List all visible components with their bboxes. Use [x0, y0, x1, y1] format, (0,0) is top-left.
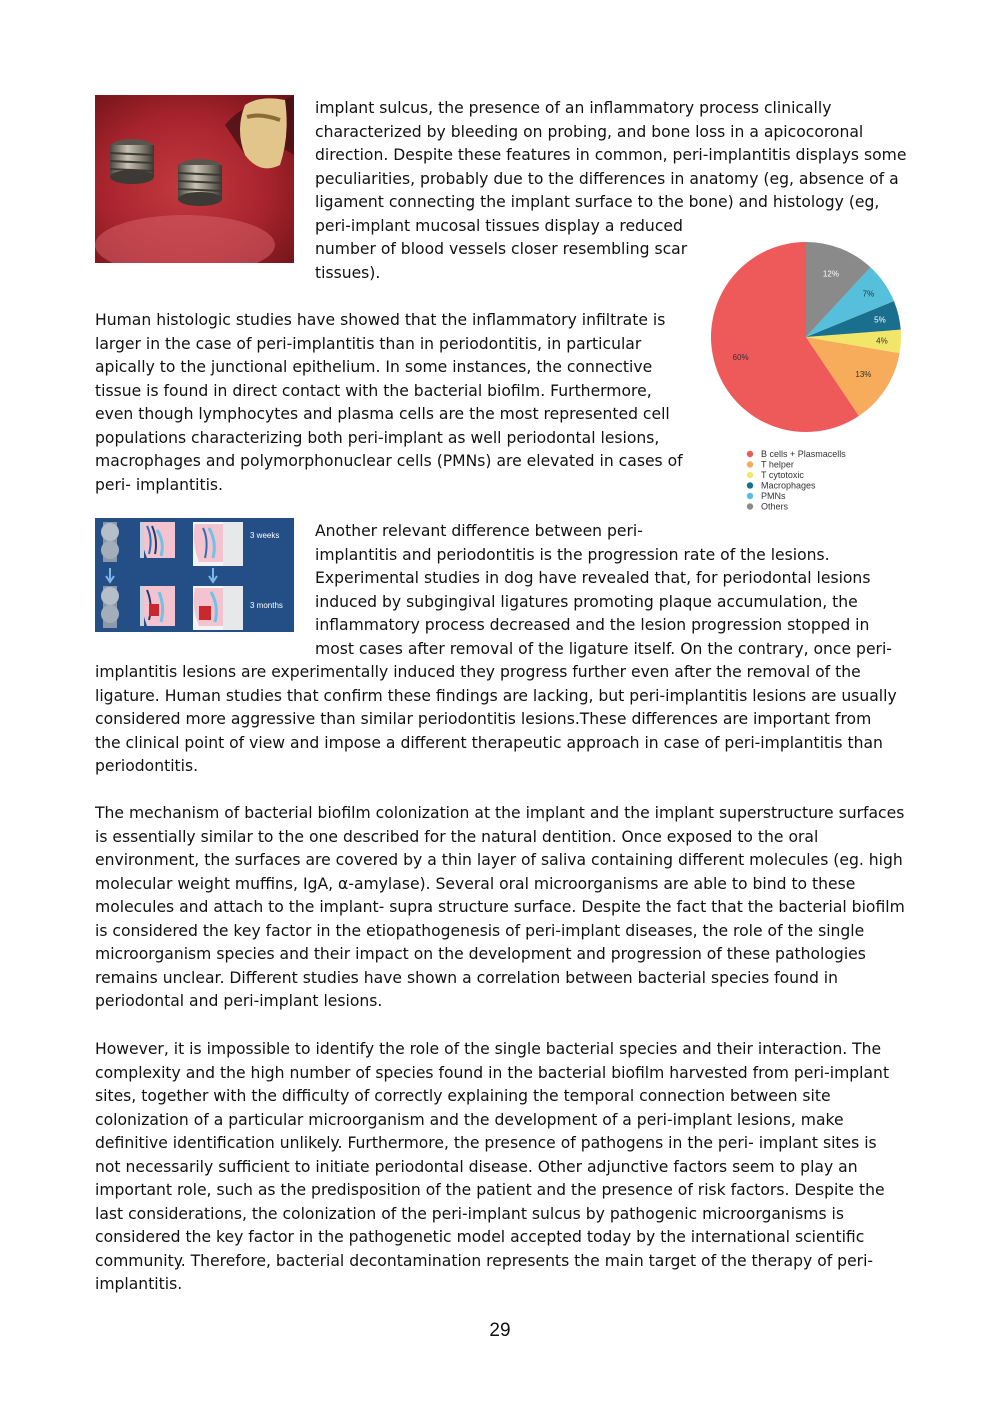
legend-swatch [747, 482, 753, 488]
legend-label-b-cells-plasmacells: B cells + Plasmacells [761, 449, 846, 459]
legend-swatch [747, 461, 753, 467]
cell-population-pie-chart [705, 240, 910, 520]
text-line: peri- implantitis. [95, 475, 223, 494]
legend-label-t-helper: T helper [761, 459, 794, 470]
text-line: peculiarities, probably due to the differences in anatomy (eg, absence of a [315, 169, 899, 188]
implant-photo [95, 95, 294, 263]
legend-label-macrophages: Macrophages [761, 480, 816, 491]
text-line: considered more aggressive than similar periodontitis lesions.These differences are important from [95, 710, 872, 728]
text-line: larger in the case of peri-implantitis than in periodontitis, in particular [95, 334, 642, 353]
text-line: macrophages and polymorphonuclear cells (PMNs) are elevated in cases of [95, 452, 683, 470]
text-line: Human histologic studies have showed that the inflammatory infiltrate is [95, 311, 666, 329]
text-line: implantitis and periodontitis is the progression rate of the lesions. [315, 545, 830, 564]
pie-value-label: 4% [876, 336, 888, 346]
text-line: ligature. Human studies that confirm these findings are lacking, but peri-implantitis lesions are usually [95, 686, 897, 705]
text-line: induced by subgingival ligatures promoting plaque accumulation, the [315, 592, 858, 611]
legend-label-others: Others [761, 501, 789, 512]
text-line: periodontitis. [95, 757, 199, 775]
text-line: implantitis lesions are experimentally induced they progress further even after the removal of the [95, 663, 861, 681]
text-line: Experimental studies in dog have revealed that, for periodontal lesions [315, 569, 871, 587]
diagram-label-3-weeks: 3 weeks [250, 531, 280, 540]
legend-label-t-cytotoxic: T cytotoxic [761, 470, 804, 480]
text-line: even though lymphocytes and plasma cells are the most represented cell [95, 405, 670, 423]
text-line: implant sulcus, the presence of an inflammatory process clinically [315, 99, 832, 117]
legend-swatch [747, 503, 753, 509]
pie-value-label: 13% [855, 370, 872, 380]
pie-value-label: 12% [822, 269, 839, 279]
text-line: most cases after removal of the ligature itself. On the contrary, once peri- [315, 639, 892, 658]
diagram-label-3-months: 3 months [250, 601, 283, 610]
pie-svg [705, 240, 910, 520]
legend-swatch [747, 493, 753, 499]
text-line: inflammatory process decreased and the lesion progression stopped in [315, 616, 870, 634]
legend-label-pmns: PMNs [761, 491, 786, 501]
text-line: tissues). [315, 263, 381, 282]
text-line: ligament connecting the implant surface to the bone) and histology (eg, [315, 193, 880, 211]
paragraph-4: The mechanism of bacterial biofilm colonization at the implant and the implant superstructure surfaces is essentially similar to the one described for the natural dentition. Once exposed to the oral environment, the surfaces are covered by a thin layer of saliva containing different molecules (eg. high molecular weight muffins, IgA, α-amylase). Several oral microorganisms are able to bind to these molecules and attach to the implant- supra structure surface. Despite the fact that the bacterial biofilm is considered the key factor in the etiopathogenesis of peri-implant diseases, the role of the single microorganism species and their impact on the development and progression of these pathologies remains unclear. Different studies have shown a correlation between bacterial species found in periodontal and peri-implant lesions. [95, 804, 905, 1010]
lesion-progression-diagram [95, 518, 294, 632]
text-line: tissue is found in direct contact with the bacterial biofilm. Furthermore, [95, 381, 652, 400]
text-line: the clinical point of view and impose a different therapeutic approach in case of peri-implantitis than [95, 733, 883, 752]
pie-value-label: 60% [732, 352, 749, 362]
text-line: Another relevant difference between peri- [315, 522, 643, 540]
text-line: populations characterizing both peri-implant as well periodontal lesions, [95, 428, 660, 447]
page-number: 29 [489, 1320, 511, 1341]
pie-value-label: 5% [874, 315, 886, 325]
text-line: peri-implant mucosal tissues display a reduced [315, 216, 683, 235]
text-line: number of blood vessels closer resembling scar [315, 240, 688, 258]
legend-swatch [747, 472, 753, 478]
paragraph-5: However, it is impossible to identify the role of the single bacterial species and their interaction. The complexity and the high number of species found in the bacterial biofilm harvested from peri-implant sites, together with the difficulty of correctly explaining the temporal connection between site colonization of a particular microorganism and the development of a peri-implant lesions, make definitive identification unlikely. Furthermore, the presence of pathogens in the peri- implant sites is not necessarily sufficient to initiate periodontal disease. Other adjunctive factors seem to play an important role, such as the predisposition of the patient and the presence of risk factors. Despite the last considerations, the colonization of the peri-implant sulcus by pathogenic microorganisms is considered the key factor in the pathogenetic model accepted today by the international scientific community. Therefore, bacterial decontamination represents the main target of the therapy of peri-implantitis. [95, 1040, 890, 1293]
text-line: apically to the junctional epithelium. In some instances, the connective [95, 358, 653, 376]
legend-swatch [747, 451, 753, 457]
text-line: characterized by bleeding on probing, and bone loss in a apicocoronal [315, 122, 864, 141]
text-line: direction. Despite these features in common, peri-implantitis displays some [315, 146, 907, 164]
pie-value-label: 7% [862, 289, 875, 299]
